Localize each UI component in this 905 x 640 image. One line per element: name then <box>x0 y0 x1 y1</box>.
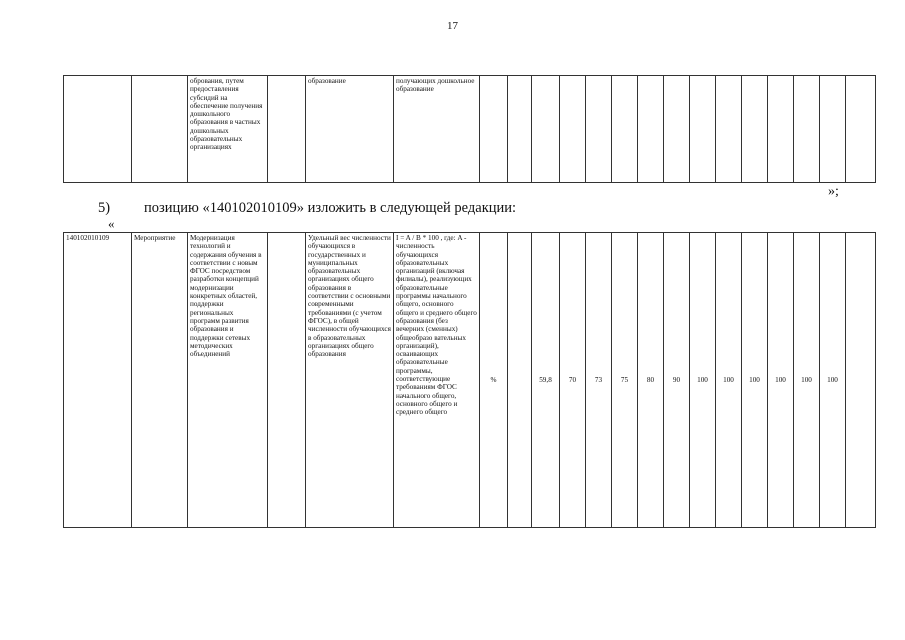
opening-quote: « <box>108 216 115 231</box>
table-continued <box>63 75 876 183</box>
cell-value: 100 <box>794 233 820 528</box>
table-row <box>64 233 876 528</box>
cell-value: 100 <box>820 233 846 528</box>
cell-value: 70 <box>560 233 586 528</box>
cell-indicator: Удельный вес численности обучающихся в государственных и муниципальных образовательных организациях общего образования в соответствии с основными современными требованиями (с учетом ФГОС), в общей численности обучающихся в образовательных организациях общего образования <box>306 233 394 528</box>
cell-value: 59,8 <box>532 233 560 528</box>
cell-formula: I = A / B * 100 , где: A - численность обучающихся образовательных организаций (включая филиалы), реализующих образовательные программы начального общего, основного общего и среднего общего образования (без вечерних (сменных) общеобразо вательных организаций), осваивающих образовательные программы, соответствующие требованиям ФГОС начального общего, основного общего и среднего общего <box>394 233 480 528</box>
cell-value: 75 <box>612 233 638 528</box>
cell-unit: % <box>480 233 508 528</box>
cell-code: 140102010109 <box>64 233 132 528</box>
cell-name: Модернизация технологий и содержания обучения в соответствии с новым ФГОС посредством разработки концепций модернизации конкретных областей, поддержки региональных программ развития образования и поддержки сетевых методических объединений <box>188 233 268 528</box>
table-new-position <box>63 232 876 528</box>
cell-value: 90 <box>664 233 690 528</box>
cell-value <box>508 233 532 528</box>
table-row <box>64 76 876 183</box>
cell-value: 73 <box>586 233 612 528</box>
cell-formula: получающих дошкольное образование <box>394 76 480 183</box>
cell-value: 100 <box>742 233 768 528</box>
instruction-number: 5) <box>98 200 111 216</box>
closing-quote: »; <box>828 184 839 199</box>
cell-indicator: образование <box>306 76 394 183</box>
cell-value: 100 <box>768 233 794 528</box>
cell-type: Мероприятие <box>132 233 188 528</box>
cell-value: 80 <box>638 233 664 528</box>
cell-value: 100 <box>690 233 716 528</box>
instruction-text: позицию «140102010109» изложить в следующей редакции: <box>144 200 517 216</box>
cell-value: 100 <box>716 233 742 528</box>
instruction-line <box>98 200 516 217</box>
page-number: 17 <box>447 20 458 32</box>
cell-description: обрования, путем предоставления субсидий на обеспечение получения дошкольного образования в частных дошкольных образовательных организациях <box>188 76 268 183</box>
